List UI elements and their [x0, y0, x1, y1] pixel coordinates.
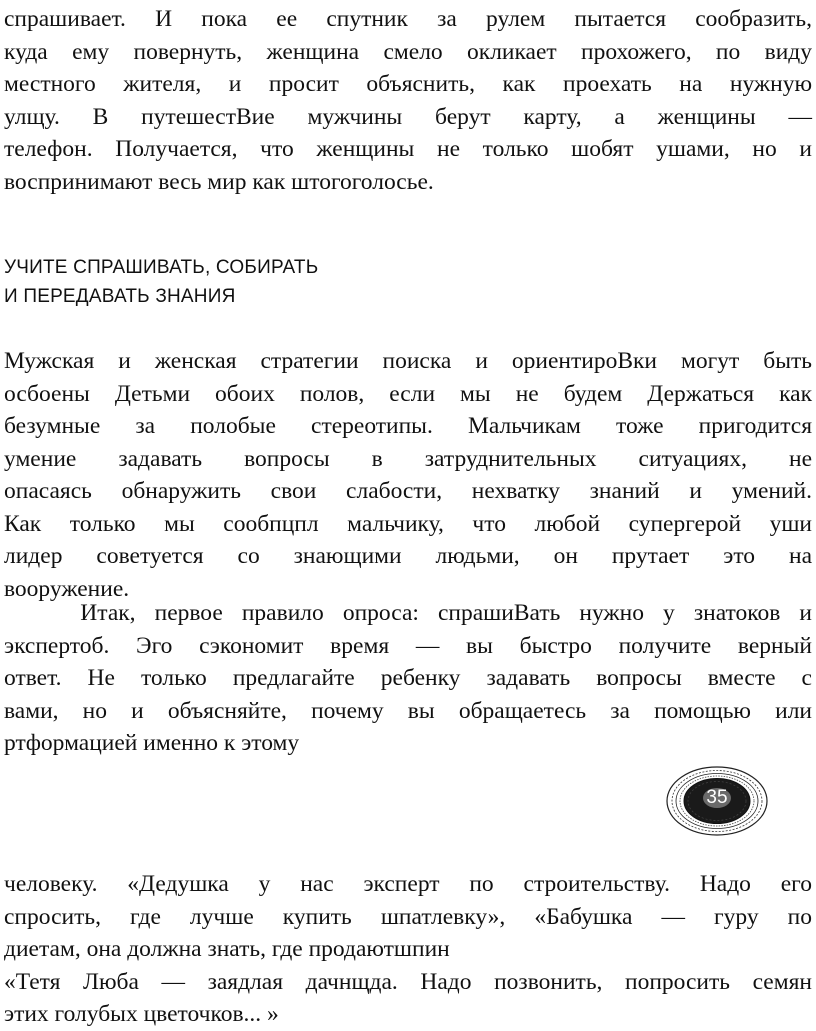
heading-line: УЧИТЕ СПРАШИВАТЬ, СОБИРАТЬ	[4, 257, 319, 278]
text-line: спрашивает. И пока ее спутник за рулем пытается сообразить,	[4, 6, 812, 32]
paragraph-1	[4, 3, 812, 198]
text-line: опасаясь обнаружить свои слабости, нехватку знаний и умений.	[4, 478, 812, 504]
text-line: «Тетя Люба — заядлая дачнщда. Надо позвонить, попросить семян	[4, 968, 812, 995]
text-line: вооружение.	[4, 575, 130, 602]
text-line: куда ему повернуть, женщина смело окликает прохожего, по виду	[4, 38, 812, 65]
text-line: Итак, первое правило опроса: спрашиВать нужно у знатоков и	[4, 600, 812, 626]
text-line: спросить, где лучше купить шпатлевку», «Бабушка — гуру по	[4, 903, 812, 930]
text-line: воспринимают весь мир как штогоголосье.	[4, 168, 434, 195]
page-number: 35	[706, 787, 728, 808]
text-line: ответ. Не только предлагайте ребенку задавать вопросы вместе с	[4, 665, 812, 691]
text-line: улщу. В путешестВие мужчины берут карту, а женщины —	[4, 103, 812, 130]
paragraph-4	[4, 868, 812, 1031]
text-line: осбоены Детьми обоих полов, если мы не будем Держаться как	[4, 380, 812, 407]
page-number-badge	[664, 765, 770, 837]
paragraph-3	[4, 597, 812, 760]
paragraph-2	[4, 345, 812, 605]
text-line: экспертоб. Эго сэкономит время — вы быстро получите верный	[4, 632, 812, 659]
text-line: Как только мы сообпцпл мальчику, что любой супергерой уши	[4, 510, 812, 537]
text-line: ртформацией именно к этому	[4, 730, 300, 756]
text-line: человеку. «Дедушка у нас эксперт по строительству. Надо его	[4, 871, 812, 897]
text-line: вами, но и объясняйте, почему вы обращаетесь за помощью или	[4, 697, 812, 724]
heading-line: И ПЕРЕДАВАТЬ ЗНАНИЯ	[4, 286, 236, 307]
text-line: этих голубых цветочков... »	[4, 1001, 279, 1027]
text-line: безумные за полобые стереотипы. Мальчикам тоже пригодится	[4, 413, 812, 439]
text-line: Мужская и женская стратегии поиска и ориентироВки могут быть	[4, 348, 812, 374]
text-line: телефон. Получается, что женщины не только шобят ушами, но и	[4, 136, 812, 162]
section-heading	[4, 253, 318, 311]
text-line: местного жителя, и просит объяснить, как проехать на нужную	[4, 71, 812, 97]
text-line: диетам, она должна знать, где продаютшпин	[4, 936, 450, 962]
text-line: умение задавать вопросы в затруднительных ситуациях, не	[4, 445, 812, 472]
text-line: лидер советуется со знающими людьми, он прутает это на	[4, 543, 812, 569]
